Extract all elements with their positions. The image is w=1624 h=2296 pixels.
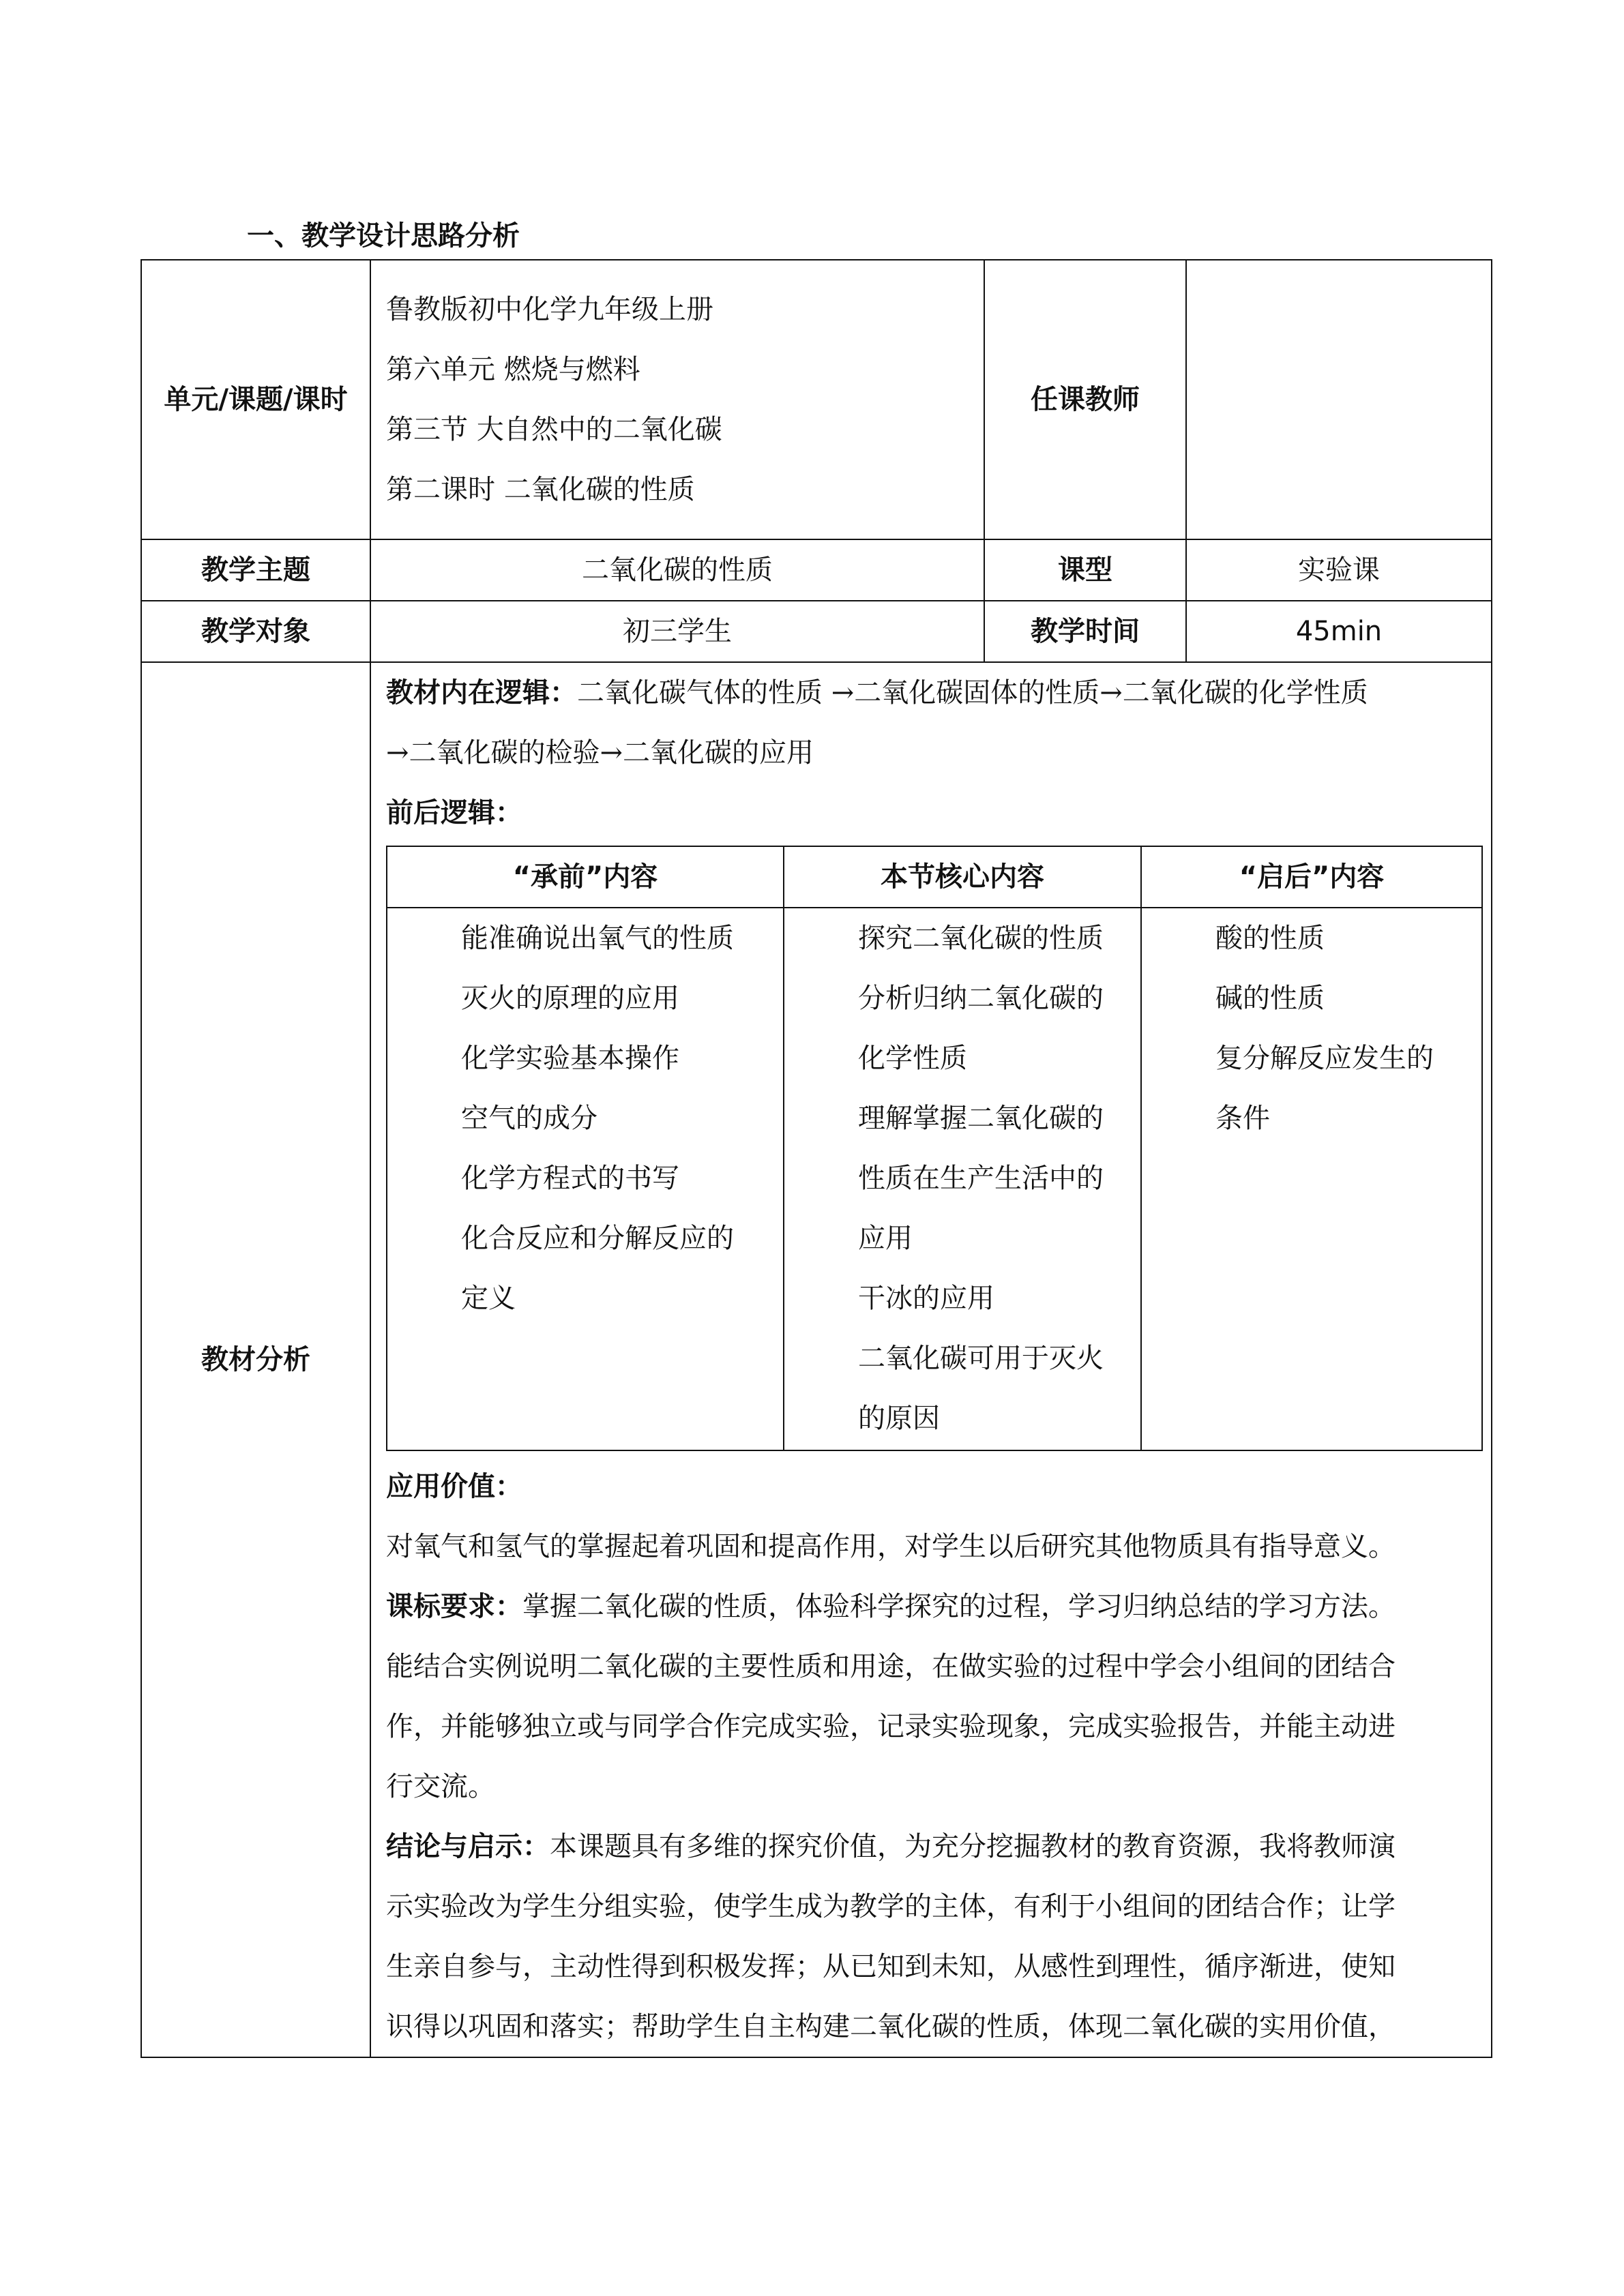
- unit-line-3: 第三节 大自然中的二氧化碳: [386, 414, 722, 445]
- list-item: 化学性质: [858, 1043, 967, 1074]
- before-after-label: 前后逻辑：: [386, 797, 522, 829]
- table-row: [141, 260, 1492, 539]
- list-item: 干冰的应用: [858, 1283, 994, 1314]
- audience-label: 教学对象: [141, 601, 370, 662]
- theme-value: 二氧化碳的性质: [370, 539, 984, 601]
- list-item: 复分解反应发生的: [1215, 1043, 1434, 1074]
- time-value: 45min: [1186, 601, 1492, 662]
- lesson-type-value: 实验课: [1186, 539, 1492, 601]
- list-item: 二氧化碳可用于灭火: [858, 1343, 1104, 1374]
- conclusion-line-4: 识得以巩固和落实；帮助学生自主构建二氧化碳的性质，体现二氧化碳的实用价值，: [386, 2011, 1396, 2042]
- before-content: [387, 908, 784, 1450]
- list-item: 碱的性质: [1215, 983, 1325, 1014]
- unit-line-2: 第六单元 燃烧与燃料: [386, 354, 640, 385]
- standard-line-4: 行交流。: [386, 1771, 495, 1802]
- conclusion-line-3: 生亲自参与，主动性得到积极发挥；从已知到未知，从感性到理性，循序渐进，使知: [386, 1951, 1396, 1982]
- standard-line-1: [386, 1577, 1479, 1637]
- standard-line-2: 能结合实例说明二氧化碳的主要性质和用途，在做实验的过程中学会小组间的团结合: [386, 1651, 1396, 1682]
- table-row: [387, 908, 1482, 1450]
- table-row: [387, 846, 1482, 908]
- list-item: 化学方程式的书写: [461, 1163, 679, 1194]
- list-item: 定义: [461, 1283, 516, 1314]
- list-item: 条件: [1215, 1103, 1270, 1134]
- unit-line-4: 第二课时 二氧化碳的性质: [386, 474, 695, 505]
- list-item: 灭火的原理的应用: [461, 983, 679, 1014]
- header-before: “承前”内容: [387, 846, 784, 908]
- after-content: [1141, 908, 1482, 1450]
- list-item: 探究二氧化碳的性质: [858, 923, 1104, 954]
- table-row: [141, 662, 1492, 2057]
- analysis-content: [370, 662, 1492, 2057]
- standard-label: 课标要求：: [386, 1591, 522, 1622]
- value-text: 对氧气和氢气的掌握起着巩固和提高作用，对学生以后研究其他物质具有指导意义。: [386, 1531, 1396, 1562]
- theme-label: 教学主题: [141, 539, 370, 601]
- conclusion-text-1: 本课题具有多维的探究价值，为充分挖掘教材的教育资源，我将教师演: [550, 1831, 1396, 1862]
- standard-line-3: 作，并能够独立或与同学合作完成实验，记录实验现象，完成实验报告，并能主动进: [386, 1711, 1396, 1742]
- audience-value: 初三学生: [370, 601, 984, 662]
- list-item: 化合反应和分解反应的: [461, 1223, 734, 1254]
- list-item: 分析归纳二氧化碳的: [858, 983, 1104, 1014]
- section-heading: 一、教学设计思路分析: [247, 220, 520, 252]
- list-item: 理解掌握二氧化碳的: [858, 1103, 1104, 1134]
- logic-line-1: [386, 663, 1479, 723]
- header-after: “启后”内容: [1141, 846, 1482, 908]
- table-row: [141, 539, 1492, 601]
- list-item: 能准确说出氧气的性质: [461, 923, 734, 954]
- conclusion-line-2: 示实验改为学生分组实验，使学生成为教学的主体，有利于小组间的团结合作；让学: [386, 1891, 1396, 1922]
- conclusion-line-1: [386, 1817, 1479, 1877]
- teacher-label: 任课教师: [984, 260, 1186, 539]
- conclusion-label: 结论与启示：: [386, 1831, 550, 1862]
- logic-line-2: →二氧化碳的检验→二氧化碳的应用: [386, 737, 814, 769]
- time-label: 教学时间: [984, 601, 1186, 662]
- header-core: 本节核心内容: [784, 846, 1141, 908]
- unit-content: [370, 260, 984, 539]
- list-item: 化学实验基本操作: [461, 1043, 679, 1074]
- lesson-type-label: 课型: [984, 539, 1186, 601]
- list-item: 的原因: [858, 1403, 940, 1434]
- list-item: 性质在生产生活中的: [858, 1163, 1104, 1194]
- unit-line-1: 鲁教版初中化学九年级上册: [386, 294, 713, 325]
- before-after-table: [386, 846, 1483, 1451]
- list-item: 酸的性质: [1215, 923, 1325, 954]
- list-item: 空气的成分: [461, 1103, 597, 1134]
- table-row: [141, 601, 1492, 662]
- teacher-value: [1186, 260, 1492, 539]
- value-label: 应用价值：: [386, 1471, 522, 1502]
- logic-text-1: 二氧化碳气体的性质 →二氧化碳固体的性质→二氧化碳的化学性质: [577, 677, 1368, 709]
- design-analysis-table: [141, 259, 1492, 2058]
- standard-text-1: 掌握二氧化碳的性质，体验科学探究的过程，学习归纳总结的学习方法。: [522, 1591, 1396, 1622]
- list-item: 应用: [858, 1223, 913, 1254]
- core-content: [784, 908, 1141, 1450]
- unit-label: 单元/课题/课时: [141, 260, 370, 539]
- analysis-label: 教材分析: [141, 662, 370, 2057]
- logic-label: 教材内在逻辑：: [386, 677, 577, 709]
